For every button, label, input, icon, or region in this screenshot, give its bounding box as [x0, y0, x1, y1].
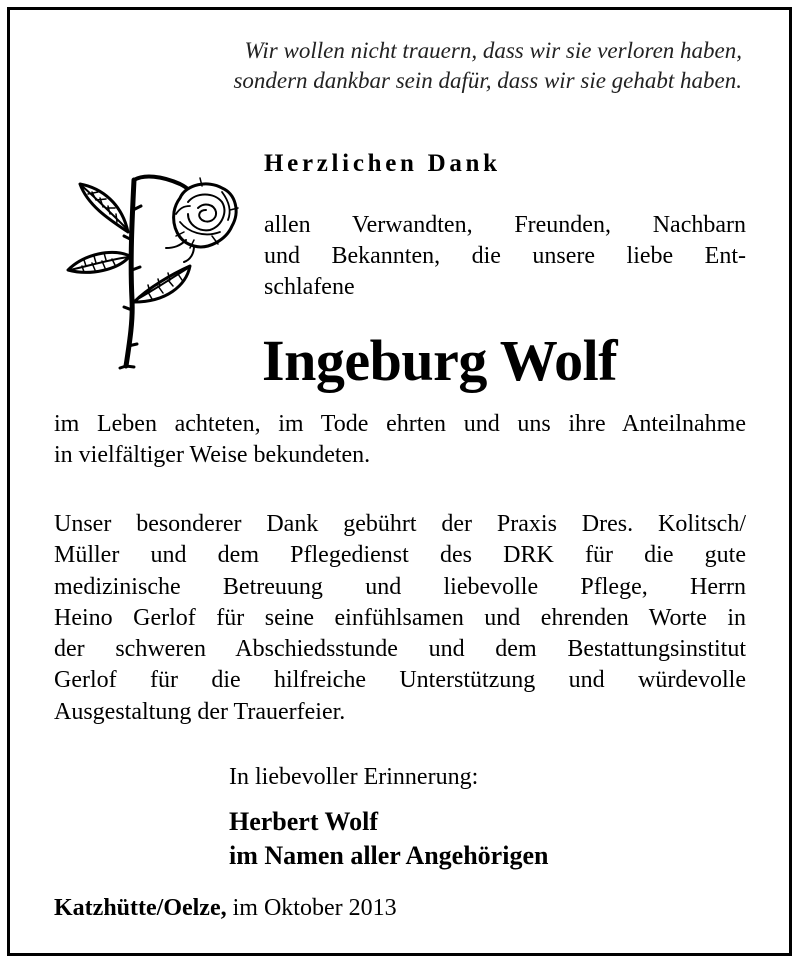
deceased-name: Ingeburg Wolf [262, 328, 618, 393]
thanks-heading: Herzlichen Dank [264, 150, 501, 177]
paragraph-line: der schweren Abschiedsstunde und dem Bestattungsinstitut [54, 636, 746, 663]
paragraph-line: Ausgestaltung der Trauerfeier. [54, 698, 346, 725]
signatory-on-behalf: im Namen aller Angehörigen [229, 841, 549, 870]
closing-line: In liebevoller Erinnerung: [229, 764, 479, 790]
quote-line: sondern dankbar sein dafür, dass wir sie gehabt haben. [233, 68, 742, 93]
intro-line: und Bekannten, die unsere liebe Ent- [264, 243, 746, 269]
place-and-date [54, 893, 397, 924]
signature-block [229, 805, 548, 873]
rose-icon [62, 170, 244, 375]
paragraph-line: Müller und dem Pflegedienst des DRK für die gute [54, 542, 746, 569]
intro-line: schlafene [264, 274, 355, 300]
paragraph-special-thanks [54, 509, 746, 728]
paragraph-line: medizinische Betreuung und liebevolle Pflege, Herrn [54, 573, 746, 600]
paragraph-line: Unser besonderer Dank gebührt der Praxis Dres. Kolitsch/ [54, 511, 746, 537]
intro-line: allen Verwandten, Freunden, Nachbarn [264, 212, 746, 238]
paragraph-line: Heino Gerlof für seine einfühlsamen und ehrenden Worte in [54, 604, 746, 631]
place: Katzhütte/Oelze, [54, 895, 227, 921]
paragraph-line: Gerlof für die hilfreiche Unterstützung und würdevolle [54, 667, 746, 694]
paragraph-line: im Leben achteten, im Tode ehrten und uns ihre Anteilnahme [54, 411, 746, 437]
paragraph-acknowledgment [54, 409, 746, 472]
memorial-quote [102, 36, 742, 96]
thanks-intro [264, 210, 746, 303]
quote-line: Wir wollen nicht trauern, dass wir sie verloren haben, [244, 38, 742, 63]
date: im Oktober 2013 [226, 895, 397, 921]
paragraph-line: in vielfältiger Weise bekundeten. [54, 442, 371, 469]
signatory-name: Herbert Wolf [229, 807, 378, 836]
